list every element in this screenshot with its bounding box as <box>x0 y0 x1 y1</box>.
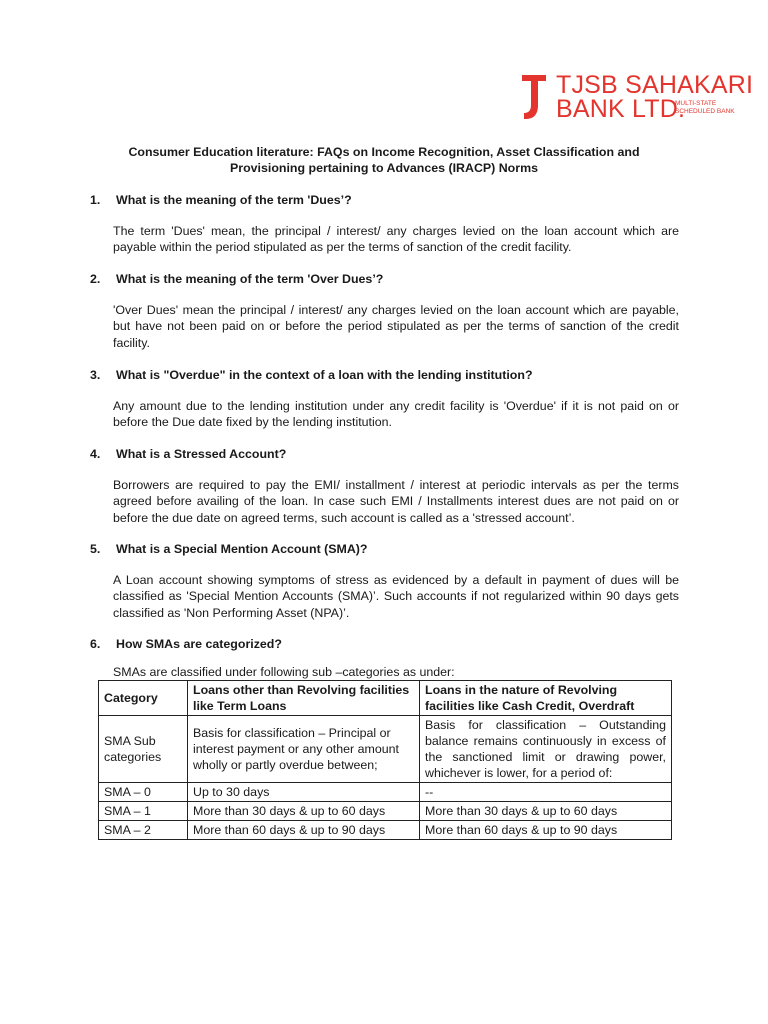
table-cell: SMA – 1 <box>99 802 188 821</box>
faq-question-text: What is a Stressed Account? <box>116 447 287 461</box>
faq-number: 1. <box>90 193 101 207</box>
table-cell: More than 60 days & up to 90 days <box>420 821 672 840</box>
table-cell: Up to 30 days <box>188 783 420 802</box>
logo-text-line1: TJSB SAHAKARI <box>556 71 754 99</box>
table-cell: Basis for classification – Outstanding balance remains continuously in excess of the sanctioned limit or drawing power, whichever is lower, for a period of: <box>420 716 672 783</box>
table-header-cell: Category <box>99 681 188 716</box>
faq-question-text: What is the meaning of the term 'Over Dues’? <box>116 272 384 286</box>
table-cell: More than 60 days & up to 90 days <box>188 821 420 840</box>
table-row <box>99 783 672 802</box>
table-cell: SMA Sub categories <box>99 716 188 783</box>
table-cell: SMA – 0 <box>99 783 188 802</box>
table-cell: SMA – 2 <box>99 821 188 840</box>
table-cell: Basis for classification – Principal or interest payment or any other amount wholly or partly overdue between; <box>188 716 420 783</box>
bank-logo <box>522 71 754 123</box>
faq-answer-3: Any amount due to the lending institution under any credit facility is 'Overdue' if it is not paid on or before the Due date fixed by the lending institution. <box>113 399 679 430</box>
table-row <box>99 821 672 840</box>
table-header-row <box>99 681 672 716</box>
faq-question-text: What is "Overdue" in the context of a loan with the lending institution? <box>116 368 533 382</box>
faq-question-5 <box>90 541 368 557</box>
faq-question-text: How SMAs are categorized? <box>116 637 282 651</box>
sma-classification-table <box>98 680 672 840</box>
faq-question-3 <box>90 367 533 383</box>
faq-question-2 <box>90 271 383 287</box>
faq-number: 3. <box>90 368 101 382</box>
faq-answer-1: The term 'Dues' mean, the principal / interest/ any charges levied on the loan account which are payable within the period stipulated as per the terms of sanction of the credit facility. <box>113 224 679 255</box>
document-title: Consumer Education literature: FAQs on Income Recognition, Asset Classification and Provisioning pertaining to Advances (IRACP) Norms <box>128 145 640 175</box>
faq-number: 6. <box>90 637 101 651</box>
table-cell: -- <box>420 783 672 802</box>
faq-number: 5. <box>90 542 101 556</box>
logo-text-line2: BANK LTD. <box>556 95 686 123</box>
faq-question-1 <box>90 192 352 208</box>
table-row <box>99 716 672 783</box>
table-cell: More than 30 days & up to 60 days <box>420 802 672 821</box>
faq-answer-4: Borrowers are required to pay the EMI/ installment / interest at periodic intervals as per the terms agreed before availing of the loan. In case such EMI / Installments interest dues are not paid on or before the due date on agreed terms, such account is called as a 'stressed account’. <box>113 478 679 525</box>
table-header-cell: Loans other than Revolving facilities like Term Loans <box>188 681 420 716</box>
faq-answer-2: 'Over Dues' mean the principal / interest/ any charges levied on the loan account which are payable, but have not been paid on or before the period stipulated as per the terms of sanction of the credit facility. <box>113 303 679 350</box>
logo-tagline: MULTI-STATE SCHEDULED BANK <box>675 100 735 115</box>
faq-question-text: What is the meaning of the term 'Dues’? <box>116 193 352 207</box>
sma-intro-text: SMAs are classified under following sub –categories as under: <box>113 665 455 679</box>
table-cell: More than 30 days & up to 60 days <box>188 802 420 821</box>
faq-number: 2. <box>90 272 101 286</box>
table-header-cell: Loans in the nature of Revolving facilities like Cash Credit, Overdraft <box>420 681 672 716</box>
faq-number: 4. <box>90 447 101 461</box>
faq-question-6 <box>90 636 282 652</box>
faq-answer-5: A Loan account showing symptoms of stress as evidenced by a default in payment of dues will be classified as 'Special Mention Accounts (SMA)’. Such accounts if not regularized within 90 days gets classified as 'Non Performing Asset (NPA)’. <box>113 573 679 620</box>
faq-question-text: What is a Special Mention Account (SMA)? <box>116 542 368 556</box>
faq-question-4 <box>90 446 286 462</box>
tjsb-logo-icon <box>522 75 546 121</box>
table-row <box>99 802 672 821</box>
